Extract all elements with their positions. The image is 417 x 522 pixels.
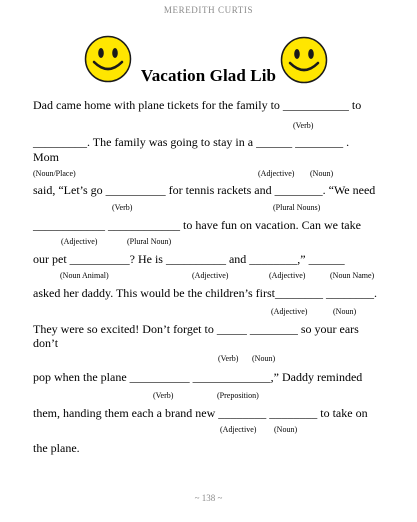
blank-label: (Verb) — [153, 391, 174, 400]
story-line: pop when the plane __________ _____________,” Daddy reminded — [33, 370, 363, 384]
story-line: the plane. — [33, 441, 80, 455]
blank-label: (Verb) — [112, 203, 133, 212]
blank-label: (Noun) — [274, 425, 298, 434]
story-line: them, handing them each a brand new ________ ________ to take on — [33, 406, 368, 420]
story-line: Mom — [33, 150, 60, 164]
story-line: They were so excited! Don’t forget to _____ ________ so your ears — [33, 322, 359, 336]
story-line: Dad came home with plane tickets for the family to ___________ to — [33, 98, 362, 112]
blank-label: (Noun Name) — [330, 271, 375, 280]
story-line: our pet __________? He is __________ and ________,” ______ — [33, 252, 345, 266]
running-header: MEREDITH CURTIS — [163, 5, 254, 15]
blank-label: (Verb) — [293, 121, 314, 130]
blank-label: (Noun) — [252, 354, 276, 363]
blank-label: (Adjective) — [192, 271, 229, 280]
story-line: ____________ ____________ to have fun on vacation. Can we take — [33, 218, 361, 232]
page-title: Vacation Glad Lib — [140, 66, 277, 85]
blank-label: (Noun Animal) — [60, 271, 109, 280]
story-line: don’t — [33, 336, 59, 350]
blank-label: (Noun) — [310, 169, 334, 178]
blank-label: (Plural Nouns) — [273, 203, 321, 212]
blank-label: (Adjective) — [61, 237, 98, 246]
blank-label: (Adjective) — [258, 169, 295, 178]
blank-label: (Adjective) — [269, 271, 306, 280]
blank-label: (Verb) — [218, 354, 239, 363]
blank-label: (Noun) — [333, 307, 357, 316]
blank-label: (Noun/Place) — [33, 169, 76, 178]
page-number: ~ 138 ~ — [194, 493, 223, 503]
blank-label: (Preposition) — [217, 391, 259, 400]
story-line: _________. The family was going to stay in a ______ ________ . — [33, 135, 350, 149]
blank-label: (Adjective) — [220, 425, 257, 434]
story-line: said, “Let’s go __________ for tennis rackets and ________. “We need — [33, 183, 376, 197]
blank-label: (Adjective) — [271, 307, 308, 316]
story-line: asked her daddy. This would be the children’s first________ ________. — [33, 286, 377, 300]
blank-label: (Plural Noun) — [127, 237, 172, 246]
